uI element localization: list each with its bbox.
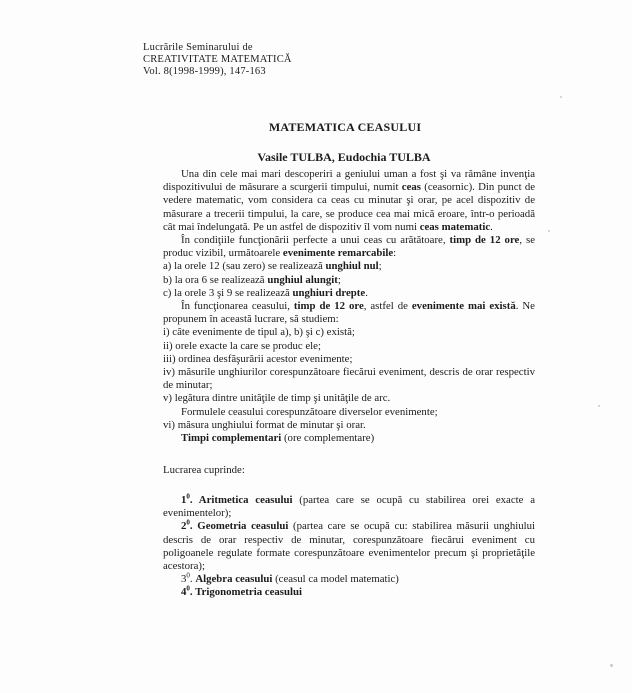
item-title: Algebra ceasului <box>195 573 273 586</box>
event-term: unghiul alungit <box>267 273 338 286</box>
study-item: vi) măsura unghiului format de minutar şi orar. <box>163 418 366 431</box>
complementary-line <box>163 432 535 445</box>
item-description: (partea care se ocupă cu: stabilirea măsurii unghiului descris de orar respectiv de minutar, corespunzătoare fiecărui eveniment cu poligoanele regulate formate corespunzătoare evenimentelor precum şi proprietăţile acestora); <box>163 520 536 573</box>
scan-speck <box>598 405 600 407</box>
formulas-line: Formulele ceasului corespunzătoare diverselor evenimente; <box>181 405 438 418</box>
term-ceas: ceas <box>401 181 421 194</box>
intro-paragraph <box>163 168 535 234</box>
scan-speck <box>610 664 613 667</box>
conditions-paragraph <box>163 234 535 260</box>
contents-item: $4^0$. Trigonometria ceasului <box>181 584 302 599</box>
event-end: ; <box>337 273 341 286</box>
event-end: . <box>365 286 368 299</box>
contents-item: $1^0$. Aritmetica ceasului (partea care se ocupă cu stabilirea orei exacte a evenimentelor); <box>163 492 535 520</box>
journal-volume: Vol. 8(1998-1999), 147-163 <box>143 66 266 77</box>
scan-speck <box>560 96 562 98</box>
item-title: Trigonometria ceasului <box>195 586 302 599</box>
event-item <box>163 287 535 300</box>
term-ceas-matematic: ceas matematic <box>419 220 491 233</box>
item-number: 2 <box>181 520 187 533</box>
event-text: b) la ora 6 se realizează <box>163 273 268 286</box>
degree-mark: 0 <box>186 584 190 593</box>
journal-header <box>143 42 292 78</box>
study-intro-paragraph <box>163 300 535 326</box>
term-12-hours: timp de 12 ore <box>293 300 364 313</box>
paper-authors: Vasile TULBA, Eudochia TULBA <box>257 150 431 164</box>
scan-speck <box>548 230 550 232</box>
text-run: , se produc vizibil, următoarele <box>163 234 535 260</box>
term-remarkable-events: evenimente remarcabile <box>282 247 394 260</box>
event-text: a) la orele 12 (sau zero) se realizează <box>163 260 326 273</box>
item-number: 4 <box>181 586 187 599</box>
degree-mark: 0 <box>186 492 190 501</box>
contents-item: $2^0$. Geometria ceasului (partea care se ocupă cu: stabilirea măsurii unghiului descris de orar respectiv de minutar, corespunzătoare fiecărui eveniment cu poligoanele regulate formate corespunzătoare evenimentelor precum şi proprietăţile acestora); <box>163 518 536 573</box>
journal-subtitle: CREATIVITATE MATEMATICĂ <box>143 54 292 65</box>
term-12-hours: timp de 12 ore <box>449 234 520 247</box>
text-run: : <box>393 247 397 260</box>
degree-mark: 0 <box>186 571 190 580</box>
item-description: (ceasul ca model matematic) <box>272 573 399 586</box>
text-run: , astfel de <box>363 300 412 313</box>
text-run: În condiţiile funcţionării perfecte a unui ceas cu arătătoare, <box>181 234 450 247</box>
event-end: ; <box>378 260 382 273</box>
study-item: ii) orele exacte la care se produc ele; <box>163 339 321 352</box>
degree-mark: 0 <box>186 518 190 527</box>
text-run: . <box>490 220 493 233</box>
item-title: Aritmetica ceasului <box>198 494 293 506</box>
contents-intro: Lucrarea cuprinde: <box>163 464 245 477</box>
study-item: v) legătura dintre unităţile de timp şi unităţile de arc. <box>163 392 391 405</box>
term-complementary: Timpi complementari <box>181 432 282 445</box>
study-item: iii) ordinea desfăşurării acestor evenimente; <box>163 352 353 365</box>
study-item: i) câte evenimente de tipul a), b) şi c) există; <box>163 326 355 339</box>
item-number: 1 <box>181 494 187 506</box>
text-run: . Ne propunem în această lucrare, să studiem: <box>163 300 535 326</box>
event-term: unghiul nul <box>325 260 379 273</box>
event-item <box>163 274 535 287</box>
event-item <box>163 260 535 273</box>
contents-item: $3^0$. Algebra ceasului (ceasul ca model matematic) <box>181 571 399 586</box>
event-term: unghiuri drepte <box>292 286 366 299</box>
journal-name: Lucrările Seminarului de <box>143 42 253 53</box>
study-item: iv) măsurile unghiurilor corespunzătoare fiecărui eveniment, descris de orar respectiv de minutar; <box>163 366 535 392</box>
event-text: c) la orele 3 şi 9 se realizează <box>163 286 293 299</box>
item-title: Geometria ceasului <box>197 520 289 533</box>
paper-title: MATEMATICA CEASULUI <box>268 120 422 134</box>
text-run: Una din cele mai mari descoperiri a geniului uman a fost şi va rămâne invenţia dispozitivului de măsurare a scurgerii timpului, numit <box>163 168 535 194</box>
item-number: 3 <box>181 573 187 586</box>
paper-body <box>163 168 535 477</box>
contents-list <box>163 494 535 600</box>
text-run: (ore complementare) <box>281 432 375 445</box>
term-more-events: evenimente mai există <box>411 300 516 313</box>
text-run: În funcţionarea ceasului, <box>181 300 294 313</box>
text-run: (ceasornic). Din punct de vedere matematic, vom considera ca ceas cu minutar şi orar, pe acel dispozitiv de măsurare a trecerii timpului, la care, se produce cea mai mică eroare, într-o perioadă cât mai îndelungată. Pe un astfel de dispozitiv îl vom numi <box>163 181 536 233</box>
item-description: (partea care se ocupă cu stabilirea orei exacte a evenimentelor); <box>163 494 535 520</box>
